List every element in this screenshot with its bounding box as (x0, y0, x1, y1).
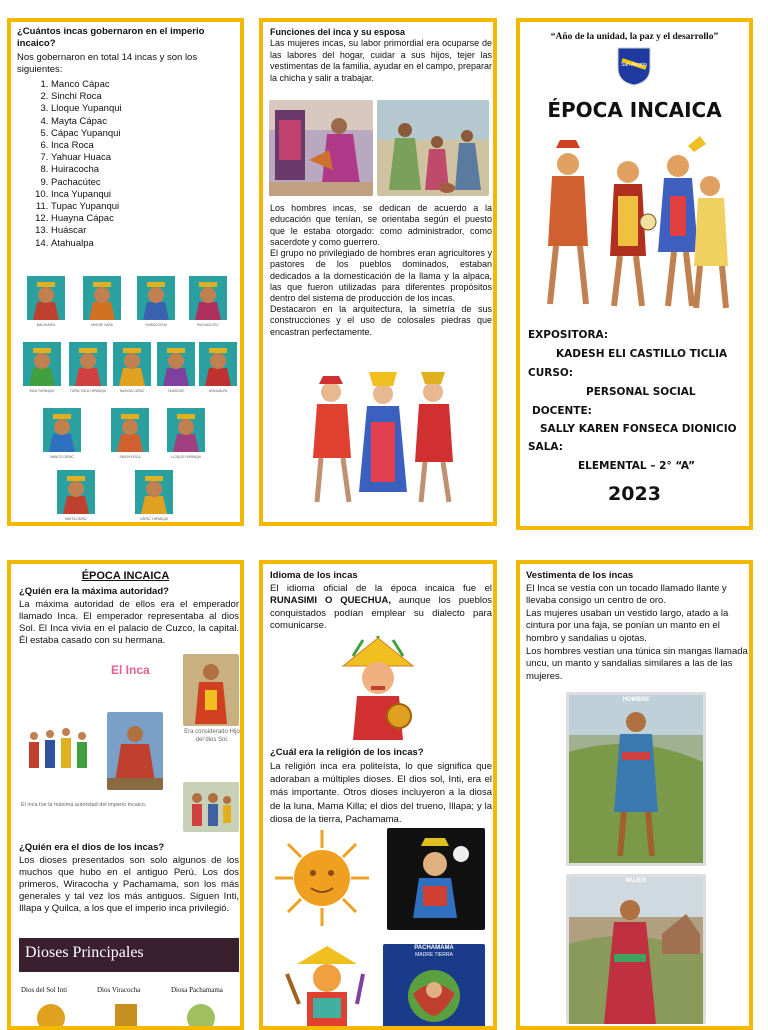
god-question: ¿Quién era el dios de los incas? (19, 842, 165, 853)
viracocha-image (277, 944, 377, 1028)
clothing-women-text: Las mujeres usaban un vestido largo, atado a la cintura por una faja, se ponían un manto en el hombro y sandalias u ojotas. (526, 608, 729, 644)
inca-list-item: 10. Inca Yupanqui (51, 189, 244, 201)
inca-portrait-caption: MAYTA CÁPAC (65, 517, 87, 521)
expositora-label: EXPOSITORA: (528, 329, 609, 341)
god-caption-pachamama: Diosa Pachamama (171, 986, 223, 994)
inca-list-item: 4. Mayta Cápac (51, 116, 244, 128)
inca-portrait-caption: HUÁSCAR (168, 389, 184, 393)
god-caption-inti: Dios del Sol Inti (21, 986, 68, 994)
religion-text: La religión inca era politeísta, lo que significa que adoraban a múltiples dioses. El dios sol, Inti, era el más importante. Otros dioses incluyeron a la diosa de la luna, Mama Killa; el dios del trueno, Illapa; y la diosa de la tierra, Pachamama. (270, 761, 492, 825)
caption-max-authority: El inca fue la máxima autoridad del imperio incaico. (21, 802, 147, 808)
panel-language-religion (259, 560, 497, 1030)
pachamama-sublabel: MADRE TIERRA (415, 952, 453, 958)
clothing-inca-text: El Inca se vestía con un tocado llamado llante y llevaba consigo un centro de oro. (526, 583, 727, 607)
inca-throne-image (107, 712, 163, 790)
religion-heading: ¿Cuál era la religión de los incas? (270, 747, 424, 758)
school-logo (616, 46, 652, 86)
weaving-women-image (269, 100, 373, 196)
incas-intro: Nos gobernaron en total 14 incas y son los siguientes: (17, 52, 198, 75)
inca-list-item: 6. Inca Roca (51, 140, 244, 152)
docente-name: SALLY KAREN FONSECA DIONICIO (540, 423, 737, 435)
god-caption-viracocha: Dios Viracocha (97, 986, 141, 994)
inca-portrait (189, 276, 227, 327)
cover-incas-image (528, 126, 742, 314)
curso-name: PERSONAL SOCIAL (586, 386, 696, 398)
inca-king-cartoon (333, 636, 423, 742)
woman-clothing-image (566, 874, 706, 1024)
inca-portrait-caption: ATAHUALPA (208, 389, 228, 393)
village-women-image (377, 100, 489, 196)
inca-warriors-image (303, 362, 463, 512)
clothing-heading: Vestimenta de los incas (526, 570, 634, 581)
clothing-men-text: Los hombres vestían una túnica sin mangas llamada uncu, un manto y sandalias similares a las de las mujeres. (526, 646, 748, 682)
inca-portrait-caption: LLOQUE YUPANQUI (170, 455, 202, 459)
gods-banner-title: Dioses Principales (25, 944, 144, 961)
inca-emperor-image (183, 654, 239, 726)
language-heading: Idioma de los incas (270, 570, 358, 581)
functions-farmers-text: El grupo no privilegiado de hombres eran agricultores y pastores de los pueblos dominados, estaban dedicados a la domesticación de la llama y la alpaca, las que fueron utilizadas para diferentes propósitos dentro del sistema de producción de los incas. (270, 248, 492, 304)
docente-label: DOCENTE: (532, 405, 592, 417)
inca-portrait (69, 342, 107, 393)
inca-portrait (157, 342, 195, 393)
inca-portrait (199, 342, 237, 393)
cover-motto: “Año de la unidad, la paz y el desarrollo” (550, 32, 719, 42)
inca-list-item: 1. Manco Cápac (51, 79, 244, 91)
language-name: RUNASIMI O QUECHUA, (270, 595, 391, 607)
curso-label: CURSO: (528, 367, 574, 379)
inca-portrait (137, 276, 175, 327)
incas-portraits (11, 272, 240, 522)
inca-list-item: 11. Tupac Yupanqui (51, 201, 244, 213)
gods-banner (19, 938, 239, 972)
functions-heading: Funciones del inca y su esposa (270, 27, 406, 37)
panel-clothing (516, 560, 753, 1030)
inca-portrait (111, 408, 149, 459)
inca-portrait (113, 342, 151, 393)
man-clothing-image (566, 692, 706, 866)
inca-portrait-caption: MANCO CÁPAC (50, 455, 74, 459)
inca-list-item: 12. Huayna Cápac (51, 213, 244, 225)
cover-title: ÉPOCA INCAICA (547, 98, 722, 122)
sun-inti-image (273, 828, 371, 928)
language-text-a: El idioma oficial de la época incaica fue el (270, 583, 492, 594)
sala-label: SALA: (528, 441, 563, 453)
svg-text:San Alegría: San Alegría (621, 62, 647, 68)
pachamama-label: PACHAMAMA (414, 945, 454, 951)
panel-functions (259, 18, 497, 526)
authority-title: ÉPOCA INCAICA (81, 570, 170, 582)
cover-year: 2023 (608, 483, 661, 505)
expositora-name: KADESH ELI CASTILLO TICLIA (556, 348, 728, 360)
authority-text: La máxima autoridad de ellos era el emperador llamado Inca. El emperador representaba al dios Sol. El Inca vivía en el palacio de Cuzco, la capital. Él estaba casado con su hermana. (19, 599, 239, 646)
panel-incas-list (7, 18, 244, 526)
inca-list-item: 5. Cápac Yupanqui (51, 128, 244, 140)
inca-portrait-caption: SINCHI ROCA (119, 455, 141, 459)
functions-architecture-text: Destacaron en la arquitectura, la simetría de sus construcciones y el uso de colosales piedras que encastran perfectamente. (270, 304, 492, 337)
inca-portrait (43, 408, 81, 459)
authority-question: ¿Quién era la máxima autoridad? (19, 586, 169, 597)
illapa-image (387, 828, 485, 930)
woman-label: MUJER (625, 878, 647, 884)
language-text-b: aunque los pueblos conquistados podían emplear su dialecto para comunicarse. (270, 595, 492, 631)
god-text: Los dioses presentados son solo algunos de los muchos que hubo en el antiguo Perú. Los dos primeros, Wiracocha y Pachamama, son los más generales y tal vez los más antiguos. Siguen Inti, Illapa y Quilca, a los que el imperio inca privilegió. (19, 855, 239, 914)
panel-authority (7, 560, 244, 1030)
panel-cover (516, 18, 753, 530)
incas-question: ¿Cuántos incas gobernaron en el imperio incaico? (17, 26, 205, 49)
inca-list-item: 8. Huiracocha (51, 164, 244, 176)
man-label: HOMBRE (622, 697, 650, 703)
inca-list-item: 13. Huáscar (51, 225, 244, 237)
inca-portrait (27, 276, 65, 327)
inca-portrait-caption: PACHACUTEC (197, 323, 219, 327)
inca-portrait (57, 470, 95, 521)
sala-name: ELEMENTAL – 2° “A” (578, 460, 695, 472)
language-text (270, 583, 492, 632)
inca-procession-image (23, 712, 99, 792)
inca-portrait-caption: CÁPAC YUPANQUI (140, 517, 168, 521)
inca-portrait-caption: HINCHE SARA (91, 323, 113, 327)
incas-list (17, 79, 244, 250)
inca-list-item: 3. Lloque Yupanqui (51, 103, 244, 115)
inca-list-item: 14. Atahualpa (51, 238, 244, 250)
inca-list-item: 9. Pachacútec (51, 177, 244, 189)
functions-women-text: Las mujeres incas, su labor primordial era ocuparse de las labores del hogar, cuidar a sus hijos, tejer las vestimentas de la familia, ayudar en el campo, preparar la chicha y salir a trabajar. (270, 38, 492, 83)
inca-list-item: 7. Yahuar Huaca (51, 152, 244, 164)
el-inca-label: El Inca (111, 663, 150, 677)
inca-portrait-caption: TUPAC INCA YUPANQUI (69, 389, 107, 393)
inca-portrait-caption: HUIRACOCHA (145, 323, 167, 327)
functions-men-text: Los hombres incas, se dedican de acuerdo a la educación que tenían, se orientaba según el puesto que le estaba otorgado: como administrador, como sacerdote y como guerrero. (270, 203, 492, 247)
inca-portrait-caption: INCA YUPANQUI (29, 389, 55, 393)
inca-family-image (183, 782, 239, 832)
inca-portrait (135, 470, 173, 521)
inca-list-item: 2. Sinchi Roca (51, 91, 244, 103)
inca-portrait (83, 276, 121, 327)
inca-portrait (23, 342, 61, 393)
caption-son-of-sun: Era considerado Hijo del dios Sol. (184, 729, 240, 743)
inca-portrait (167, 408, 205, 459)
inca-portrait-caption: MACHUNGA (36, 323, 56, 327)
inca-portrait-caption: HUAYNA CÁPAC (119, 389, 145, 393)
